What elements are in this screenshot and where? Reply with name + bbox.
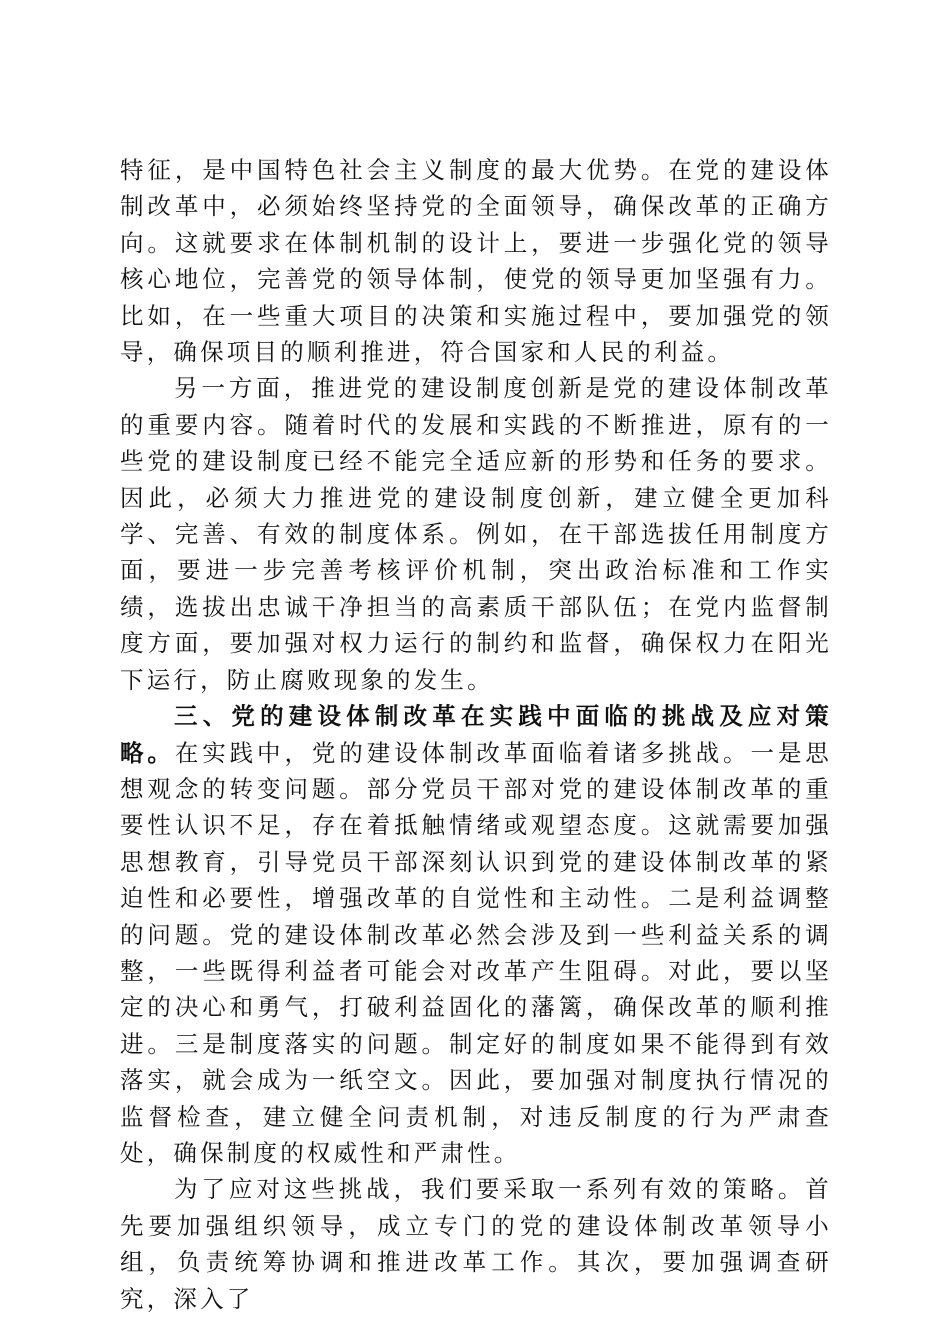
paragraph-continuation: 特征，是中国特色社会主义制度的最大优势。在党的建设体制改革中，必须始终坚持党的全面领导，确保改革的正确方向。这就要求在体制机制的设计上，要进一步强化党的领导核心地位，完善党的领导体制，使党的领导更加坚强有力。比如，在一些重大项目的决策和实施过程中，要加强党的领导，确保项目的顺利推进，符合国家和人民的利益。 [120,156,832,367]
body-text [120,152,832,1317]
paragraph-strategies: 为了应对这些挑战，我们要采取一系列有效的策略。首先要加强组织领导，成立专门的党的建设体制改革领导小组，负责统筹协调和推进改革工作。其次，要加强调查研究，深入了 [120,1175,832,1313]
paragraph-challenges-text: 在实践中，党的建设体制改革面临着诸多挑战。一是思想观念的转变问题。部分党员干部对党的建设体制改革的重要性认识不足，存在着抵触情绪或观望态度。这就需要加强思想教育，引导党员干部深刻认识到党的建设体制改革的紧迫性和必要性，增强改革的自觉性和主动性。二是利益调整的问题。党的建设体制改革必然会涉及到一些利益关系的调整，一些既得利益者可能会对改革产生阻碍。对此，要以坚定的决心和勇气，打破利益固化的藩篱，确保改革的顺利推进。三是制度落实的问题。制定好的制度如果不能得到有效落实，就会成为一纸空文。因此，要加强对制度执行情况的监督检查，建立健全问责机制，对违反制度的行为严肃查处，确保制度的权威性和严肃性。 [120,738,832,1167]
section-heading: 三、党的建设体制改革在实践中面临的挑战及应对策略。 [120,702,832,767]
paragraph-challenges [120,698,832,1171]
paragraph-institution-innovation: 另一方面，推进党的建设制度创新是党的建设体制改革的重要内容。随着时代的发展和实践的不断推进，原有的一些党的建设制度已经不能完全适应新的形势和任务的要求。因此，必须大力推进党的建设制度创新，建立健全更加科学、完善、有效的制度体系。例如，在干部选拔任用制度方面，要进一步完善考核评价机制，突出政治标准和工作实绩，选拔出忠诚干净担当的高素质干部队伍；在党内监督制度方面，要加强对权力运行的制约和监督，确保权力在阳光下运行，防止腐败现象的发生。 [120,374,832,694]
